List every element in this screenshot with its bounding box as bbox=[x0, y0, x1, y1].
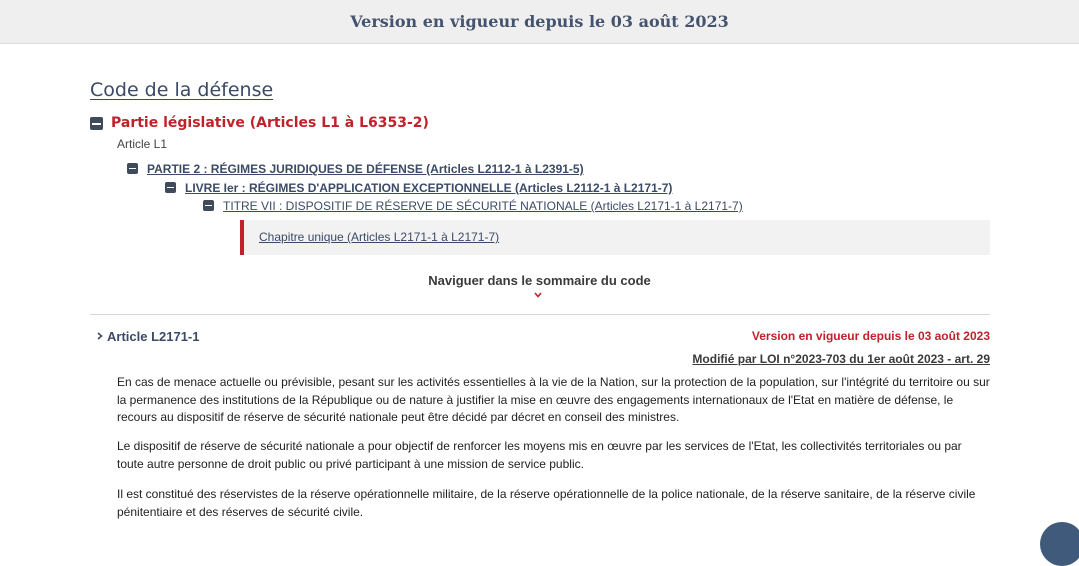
article-paragraph-3: Il est constitué des réservistes de la réserve opérationnelle militaire, de la réserve opérationnelle de la police nationale, de la réserve sanitaire, de la réserve civile pénitentiaire et des réserves de sécurité civile. bbox=[117, 487, 976, 519]
version-banner bbox=[0, 0, 1079, 44]
version-banner-title: Version en vigueur depuis le 03 août 2023 bbox=[350, 12, 729, 31]
article-l1-label: Article L1 bbox=[117, 137, 168, 151]
livre-link[interactable]: LIVRE Ier : RÉGIMES D'APPLICATION EXCEPTIONNELLE (Articles L2112-1 à L2171-7) bbox=[185, 181, 673, 195]
article-paragraph-1: En cas de menace actuelle ou prévisible, pesant sur les activités essentielles à la vie de la Nation, sur la protection de la population, sur l'intégrité du territoire ou sur la permanence des institutions de la République ou de nature à justifier la mise en œuvre des engagements internationaux de l'Etat en matière de défense, le recours au dispositif de réserve de sécurité nationale peut être décidé par décret en conseil des ministres. bbox=[117, 375, 990, 424]
titre-link[interactable]: TITRE VII : DISPOSITIF DE RÉSERVE DE SÉCURITÉ NATIONALE (Articles L2171-1 à L2171-7) bbox=[223, 199, 743, 213]
article-paragraph-2: Le dispositif de réserve de sécurité nationale a pour objectif de renforcer les moyens mis en œuvre par les services de l'Etat, les collectivités territoriales ou par toute autre personne de droit public ou privé participant à une mission de service public. bbox=[117, 439, 962, 471]
collapse-livre-icon[interactable] bbox=[165, 182, 176, 193]
partie-legislative-link[interactable]: Partie législative (Articles L1 à L6353-2) bbox=[111, 115, 429, 131]
modifie-par-link[interactable]: Modifié par LOI n°2023-703 du 1er août 2023 - art. 29 bbox=[692, 352, 990, 366]
divider bbox=[90, 314, 990, 315]
chapitre-link[interactable]: Chapitre unique (Articles L2171-1 à L2171-7) bbox=[259, 230, 500, 244]
partie2-link[interactable]: PARTIE 2 : RÉGIMES JURIDIQUES DE DÉFENSE (Articles L2112-1 à L2391-5) bbox=[147, 162, 584, 176]
collapse-partie2-icon[interactable] bbox=[127, 163, 138, 174]
chevron-down-icon[interactable] bbox=[533, 290, 543, 300]
naviguer-sommaire-button[interactable]: Naviguer dans le sommaire du code bbox=[428, 273, 651, 288]
code-title-link[interactable]: Code de la défense bbox=[90, 79, 274, 101]
article-title[interactable]: Article L2171-1 bbox=[107, 329, 200, 344]
chapitre-current-box bbox=[240, 220, 990, 255]
collapse-partie-icon[interactable] bbox=[90, 117, 103, 130]
scroll-top-button[interactable] bbox=[1040, 522, 1079, 566]
chevron-right-icon[interactable] bbox=[96, 331, 104, 341]
collapse-titre-icon[interactable] bbox=[203, 200, 214, 211]
article-version-label: Version en vigueur depuis le 03 août 2023 bbox=[751, 329, 990, 343]
